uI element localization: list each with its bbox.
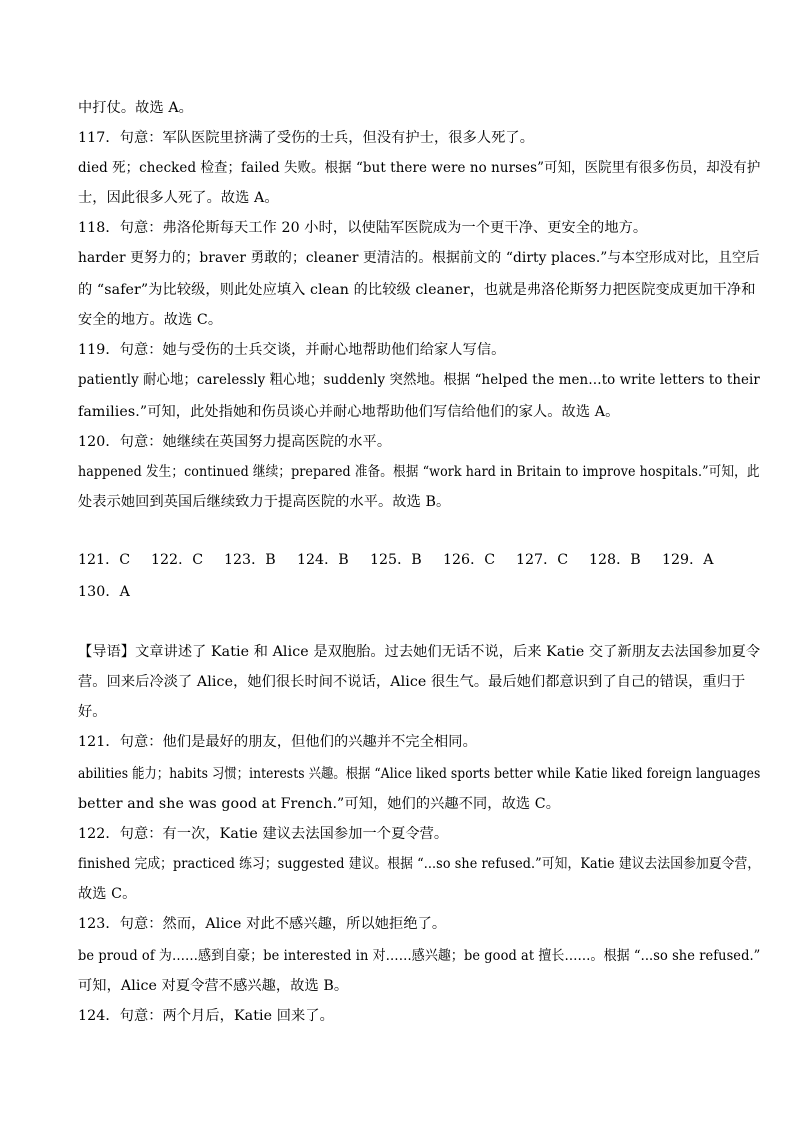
text-line: families.”可知，此处指她和伤员谈心并耐心地帮助他们写信给他们的家人。故选 A。 <box>78 404 620 420</box>
text-line: 120．句意：她继续在英国努力提高医院的水平。 <box>78 434 392 450</box>
text-line: 好。 <box>78 704 107 720</box>
text-line: 【导语】文章讲述了 Katie 和 Alice 是双胞胎。过去她们无话不说，后来 Katie 交了新朋友去法国参加夏令 <box>78 644 761 660</box>
text-line: 117．句意：军队医院里挤满了受伤的士兵，但没有护士，很多人死了。 <box>78 130 535 146</box>
answer-item: 122．C <box>151 552 204 568</box>
text-line: 处表示她回到英国后继续致力于提高医院的水平。故选 B。 <box>78 494 451 510</box>
text-line: 的 “safer”为比较级，则此处应填入 clean 的比较级 cleaner，也就是弗洛伦斯努力把医院变成更加干净和 <box>78 282 756 298</box>
text-line: 123．句意：然而，Alice 对此不感兴趣，所以她拒绝了。 <box>78 916 447 932</box>
text-line: 营。回来后冷淡了 Alice，她们很长时间不说话，Alice 很生气。最后她们都意识到了自己的错误，重归于 <box>78 674 746 690</box>
text-line: 118．句意：弗洛伦斯每天工作 20 小时，以使陆军医院成为一个更干净、更安全的地方。 <box>78 220 648 236</box>
text-line: be proud of 为……感到自豪；be interested in 对……感兴趣；be good at 擅长……。根据 “...so she refused.” <box>78 948 761 964</box>
text-line: harder 更努力的；braver 勇敢的；cleaner 更清洁的。根据前文的 “dirty places.”与本空形成对比，且空后 <box>78 250 760 266</box>
answer-item: 130．A <box>78 584 131 600</box>
answer-item: 123．B <box>224 552 276 568</box>
text-line: died 死；checked 检查；failed 失败。根据 “but there were no nurses”可知，医院里有很多伤员，却没有护 <box>78 160 761 176</box>
text-line: 可知，Alice 对夏令营不感兴趣，故选 B。 <box>78 978 349 994</box>
answer-item: 129．A <box>662 552 714 568</box>
text-line: happened 发生；continued 继续；prepared 准备。根据 “work hard in Britain to improve hospitals.”可知，此 <box>78 464 760 480</box>
answer-item: 125．B <box>370 552 422 568</box>
answer-item: 128．B <box>589 552 641 568</box>
text-line: 安全的地方。故选 C。 <box>78 312 223 328</box>
text-line: abilities 能力；habits 习惯；interests 兴趣。根据 “Alice liked sports better while Katie liked foreign languages <box>78 766 761 782</box>
text-line: 119．句意：她与受伤的士兵交谈，并耐心地帮助他们给家人写信。 <box>78 342 506 358</box>
text-line: patiently 耐心地；carelessly 粗心地；suddenly 突然地。根据 “helped the men…to write letters to their <box>78 372 760 388</box>
text-line: 121．句意：他们是最好的朋友，但他们的兴趣并不完全相同。 <box>78 734 477 750</box>
answer-item: 121．C <box>78 552 131 568</box>
text-line: 122．句意：有一次，Katie 建议去法国参加一个夏令营。 <box>78 826 449 842</box>
answer-item: 126．C <box>443 552 496 568</box>
answer-key-row <box>78 550 738 570</box>
answer-item: 124．B <box>297 552 349 568</box>
text-line: 故选 C。 <box>78 886 137 902</box>
answer-item: 127．C <box>516 552 569 568</box>
text-line: better and she was good at French.”可知，她们的兴趣不同，故选 C。 <box>78 796 560 812</box>
text-line: finished 完成；practiced 练习；suggested 建议。根据 “...so she refused.”可知，Katie 建议去法国参加夏令营， <box>78 856 761 872</box>
text-line: 124．句意：两个月后，Katie 回来了。 <box>78 1008 334 1024</box>
text-line: 中打仗。故选 A。 <box>78 100 193 116</box>
text-line: 士，因此很多人死了。故选 A。 <box>78 190 279 206</box>
